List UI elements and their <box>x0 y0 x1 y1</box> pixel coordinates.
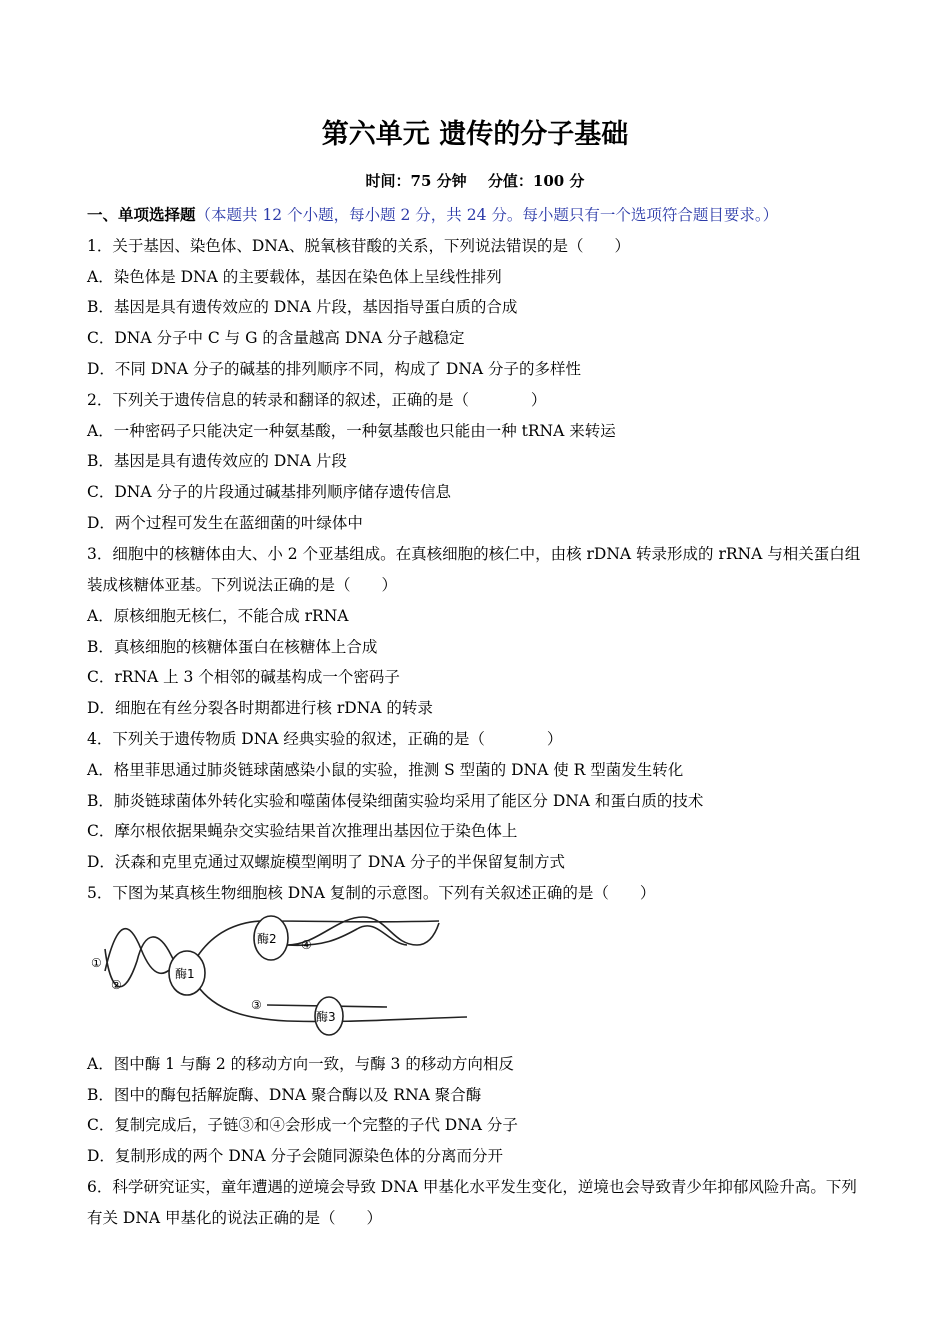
exam-meta <box>0 170 950 191</box>
option-c: C．复制完成后，子链③和④会形成一个完整的子代 DNA 分子 <box>87 1116 518 1135</box>
section-title: 一、单项选择题 <box>87 205 196 224</box>
label-1: ① <box>91 955 102 970</box>
option-a: A．原核细胞无核仁，不能合成 rRNA <box>87 606 349 625</box>
question-stem: 6．科学研究证实，童年遭遇的逆境会导致 DNA 甲基化水平发生变化，逆境也会导致青少年抑郁风险升高。下列有关 DNA 甲基化的说法正确的是（ ） <box>87 1177 857 1227</box>
exam-score: 分值：100 分 <box>487 172 585 190</box>
option-c: C．rRNA 上 3 个相邻的碱基构成一个密码子 <box>87 668 400 687</box>
option-c: C．摩尔根依据果蝇杂交实验结果首次推理出基因位于染色体上 <box>87 822 518 841</box>
exam-time: 时间：75 分钟 <box>365 172 467 190</box>
label-2: ② <box>111 977 122 992</box>
section-heading <box>87 200 867 231</box>
option-c: C．DNA 分子的片段通过碱基排列顺序储存遗传信息 <box>87 483 451 502</box>
option-b: B．真核细胞的核糖体蛋白在核糖体上合成 <box>87 637 378 656</box>
option-a: A．格里菲思通过肺炎链球菌感染小鼠的实验，推测 S 型菌的 DNA 使 R 型菌发生转化 <box>87 760 684 779</box>
page-title: 第六单元 遗传的分子基础 <box>321 119 629 150</box>
option-b: B．肺炎链球菌体外转化实验和噬菌体侵染细菌实验均采用了能区分 DNA 和蛋白质的技术 <box>87 791 704 810</box>
label-4: ④ <box>301 937 312 952</box>
option-b: B．图中的酶包括解旋酶、DNA 聚合酶以及 RNA 聚合酶 <box>87 1085 482 1104</box>
question-stem: 1．关于基因、染色体、DNA、脱氧核苷酸的关系，下列说法错误的是（ ） <box>87 236 631 255</box>
option-b: B．基因是具有遗传效应的 DNA 片段，基因指导蛋白质的合成 <box>87 298 518 317</box>
question-stem: 3．细胞中的核糖体由大、小 2 个亚基组成。在真核细胞的核仁中，由核 rDNA 转录形成的 rRNA 与相关蛋白组装成核糖体亚基。下列说法正确的是（ ） <box>87 544 861 594</box>
dna-replication-diagram <box>87 909 467 1049</box>
option-d: D．复制形成的两个 DNA 分子会随同源染色体的分离而分开 <box>87 1147 503 1166</box>
option-c: C．DNA 分子中 C 与 G 的含量越高 DNA 分子越稳定 <box>87 329 465 348</box>
option-d: D．不同 DNA 分子的碱基的排列顺序不同，构成了 DNA 分子的多样性 <box>87 359 582 378</box>
option-a: A．染色体是 DNA 的主要载体，基因在染色体上呈线性排列 <box>87 267 502 286</box>
question-stem: 4．下列关于遗传物质 DNA 经典实验的叙述，正确的是（ ） <box>87 729 563 748</box>
enzyme3-label: 酶3 <box>316 1009 336 1024</box>
section-note: （本题共 12 个小题，每小题 2 分，共 24 分。每小题只有一个选项符合题目要求。） <box>195 206 779 224</box>
upper-strand <box>197 920 439 956</box>
enzyme1-label: 酶1 <box>175 966 195 981</box>
option-a: A．图中酶 1 与酶 2 的移动方向一致，与酶 3 的移动方向相反 <box>87 1054 514 1073</box>
option-d: D．细胞在有丝分裂各时期都进行核 rDNA 的转录 <box>87 699 433 718</box>
option-b: B．基因是具有遗传效应的 DNA 片段 <box>87 452 347 471</box>
dna-replication-figure <box>87 909 867 1049</box>
question-list <box>87 200 867 1234</box>
label-3: ③ <box>251 997 262 1012</box>
option-a: A．一种密码子只能决定一种氨基酸，一种氨基酸也只能由一种 tRNA 来转运 <box>87 421 616 440</box>
option-d: D．沃森和克里克通过双螺旋模型阐明了 DNA 分子的半保留复制方式 <box>87 853 565 872</box>
question-stem: 5．下图为某真核生物细胞核 DNA 复制的示意图。下列有关叙述正确的是（ ） <box>87 883 656 902</box>
question-stem: 2．下列关于遗传信息的转录和翻译的叙述，正确的是（ ） <box>87 390 547 409</box>
enzyme2-label: 酶2 <box>257 931 277 946</box>
option-d: D．两个过程可发生在蓝细菌的叶绿体中 <box>87 513 363 532</box>
